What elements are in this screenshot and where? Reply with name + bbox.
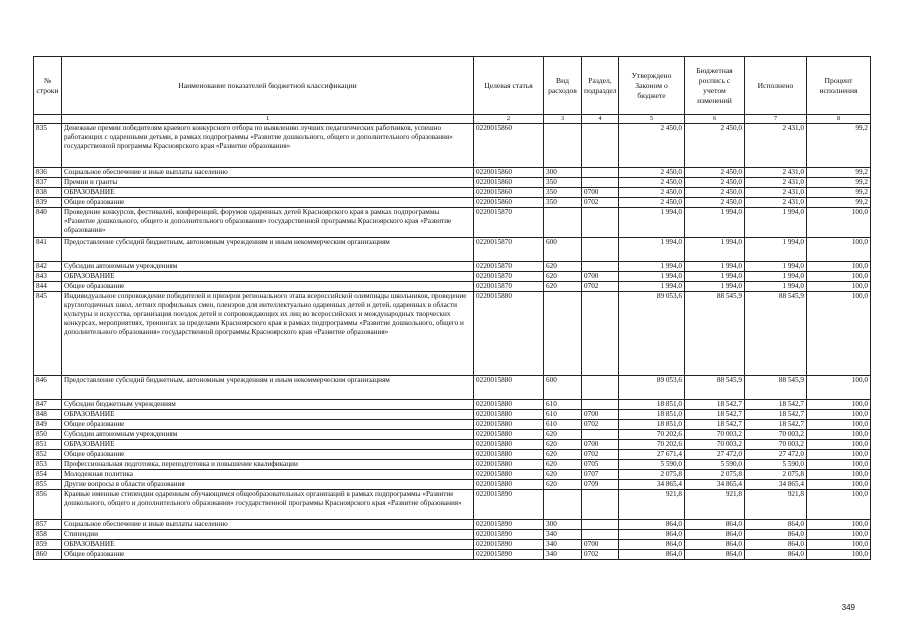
approved-amount-cell: 2 075,8 (619, 470, 685, 480)
executed-amount-cell: 88 545,9 (745, 292, 807, 376)
section-cell: 0702 (582, 198, 619, 208)
indicator-name-cell: Денежные премии победителям краевого конкурсного отбора по выявлению лучших педагогических работников, успешно работающих с одаренными детьми, в рамках подпрограммы «Развитие дошкольного, общего и дополнительного образования» государственной программы Красноярского края «Развитие образования» (62, 124, 474, 168)
target-article-cell: 0220015890 (474, 490, 544, 520)
approved-amount-cell: 34 865,4 (619, 480, 685, 490)
header-executed: Исполнено (745, 57, 807, 115)
table-row (34, 490, 871, 520)
indicator-name-cell: ОБРАЗОВАНИЕ (62, 410, 474, 420)
row-number-cell: 840 (34, 208, 62, 238)
section-cell (582, 520, 619, 530)
executed-amount-cell: 864,0 (745, 520, 807, 530)
header-expense-type: Вид расходов (544, 57, 582, 115)
executed-amount-cell: 1 994,0 (745, 208, 807, 238)
executed-amount-cell: 2 075,8 (745, 470, 807, 480)
budget-schedule-cell: 2 075,8 (685, 470, 745, 480)
table-row (34, 450, 871, 460)
row-number-cell: 852 (34, 450, 62, 460)
budget-schedule-cell: 2 450,0 (685, 198, 745, 208)
expense-type-cell: 300 (544, 520, 582, 530)
column-number: 4 (582, 115, 619, 124)
expense-type-cell: 620 (544, 430, 582, 440)
target-article-cell: 0220015880 (474, 410, 544, 420)
page-number: 349 (841, 603, 855, 612)
indicator-name-cell: Профессиональная подготовка, переподготовка и повышение квалификации (62, 460, 474, 470)
executed-amount-cell: 1 994,0 (745, 272, 807, 282)
executed-amount-cell: 921,8 (745, 490, 807, 520)
expense-type-cell: 610 (544, 420, 582, 430)
expense-type-cell (544, 124, 582, 168)
expense-type-cell: 620 (544, 440, 582, 450)
budget-schedule-cell: 921,8 (685, 490, 745, 520)
execution-percent-cell: 100,0 (807, 440, 871, 450)
section-cell (582, 292, 619, 376)
table-row (34, 208, 871, 238)
executed-amount-cell: 2 431,0 (745, 178, 807, 188)
expense-type-cell: 610 (544, 400, 582, 410)
executed-amount-cell: 864,0 (745, 540, 807, 550)
approved-amount-cell: 89 053,6 (619, 376, 685, 400)
target-article-cell: 0220015890 (474, 540, 544, 550)
executed-amount-cell: 864,0 (745, 530, 807, 540)
section-cell (582, 400, 619, 410)
execution-percent-cell: 99,2 (807, 124, 871, 168)
execution-percent-cell: 100,0 (807, 480, 871, 490)
execution-percent-cell: 100,0 (807, 550, 871, 560)
execution-percent-cell: 100,0 (807, 450, 871, 460)
table-row (34, 480, 871, 490)
execution-percent-cell: 100,0 (807, 400, 871, 410)
row-number-cell: 860 (34, 550, 62, 560)
section-cell (582, 530, 619, 540)
row-number-cell: 836 (34, 168, 62, 178)
target-article-cell: 0220015880 (474, 440, 544, 450)
indicator-name-cell: Молодежная политика (62, 470, 474, 480)
execution-percent-cell: 100,0 (807, 470, 871, 480)
executed-amount-cell: 18 542,7 (745, 400, 807, 410)
executed-amount-cell: 70 003,2 (745, 440, 807, 450)
execution-percent-cell: 99,2 (807, 178, 871, 188)
table-row (34, 282, 871, 292)
approved-amount-cell: 27 671,4 (619, 450, 685, 460)
budget-schedule-cell: 1 994,0 (685, 272, 745, 282)
row-number-cell: 845 (34, 292, 62, 376)
approved-amount-cell: 1 994,0 (619, 238, 685, 262)
approved-amount-cell: 18 851,0 (619, 410, 685, 420)
expense-type-cell: 600 (544, 376, 582, 400)
target-article-cell: 0220015880 (474, 376, 544, 400)
section-cell: 0707 (582, 470, 619, 480)
row-number-cell: 849 (34, 420, 62, 430)
expense-type-cell: 300 (544, 168, 582, 178)
approved-amount-cell: 2 450,0 (619, 168, 685, 178)
expense-type-cell: 620 (544, 450, 582, 460)
executed-amount-cell: 2 431,0 (745, 198, 807, 208)
budget-schedule-cell: 2 450,0 (685, 178, 745, 188)
row-number-cell: 859 (34, 540, 62, 550)
expense-type-cell (544, 208, 582, 238)
row-number-cell: 851 (34, 440, 62, 450)
indicator-name-cell: Предоставление субсидий бюджетным, автономным учреждениям и иным некоммерческим организациям (62, 376, 474, 400)
target-article-cell: 0220015870 (474, 272, 544, 282)
section-cell: 0700 (582, 410, 619, 420)
executed-amount-cell: 27 472,0 (745, 450, 807, 460)
executed-amount-cell: 2 431,0 (745, 124, 807, 168)
approved-amount-cell: 89 053,6 (619, 292, 685, 376)
row-number-cell: 846 (34, 376, 62, 400)
indicator-name-cell: Индивидуальное сопровождение победителей и призеров регионального этапа всероссийской олимпиады школьников, проведение круглогодичных школ, летних профильных смен, пленэров для интеллектуально одаренных детей и детей, одаренных в области культуры и искусства, организация поездок детей и сопровождающих их лиц во всероссийских и международных творческих конкурсах, мероприятиях, тренингах за пределами Красноярского края в рамках подпрограммы «Развитие дошкольного, общего и дополнительного образования» государственной программы Красноярского края «Развитие образования» (62, 292, 474, 376)
indicator-name-cell: Общее образование (62, 550, 474, 560)
expense-type-cell: 350 (544, 198, 582, 208)
execution-percent-cell: 100,0 (807, 238, 871, 262)
column-number: 8 (807, 115, 871, 124)
execution-percent-cell: 99,2 (807, 188, 871, 198)
target-article-cell: 0220015870 (474, 262, 544, 272)
indicator-name-cell: Общее образование (62, 450, 474, 460)
budget-schedule-cell: 1 994,0 (685, 262, 745, 272)
column-number-row (34, 115, 871, 124)
execution-percent-cell: 100,0 (807, 262, 871, 272)
execution-percent-cell: 100,0 (807, 540, 871, 550)
target-article-cell: 0220015880 (474, 400, 544, 410)
section-cell: 0700 (582, 272, 619, 282)
header-budget-schedule: Бюджетная роспись с учетом изменений (685, 57, 745, 115)
execution-percent-cell: 100,0 (807, 208, 871, 238)
expense-type-cell: 600 (544, 238, 582, 262)
section-cell (582, 208, 619, 238)
target-article-cell: 0220015870 (474, 238, 544, 262)
execution-percent-cell: 100,0 (807, 272, 871, 282)
budget-schedule-cell: 2 450,0 (685, 188, 745, 198)
table-row (34, 188, 871, 198)
execution-percent-cell: 100,0 (807, 420, 871, 430)
indicator-name-cell: ОБРАЗОВАНИЕ (62, 540, 474, 550)
indicator-name-cell: Проведение конкурсов, фестивалей, конференций, форумов одаренных детей Красноярского края в рамках подпрограммы «Развитие дошкольного, общего и дополнительного образования» государственной программы Красноярского края «Развитие образования» (62, 208, 474, 238)
target-article-cell: 0220015890 (474, 530, 544, 540)
approved-amount-cell: 2 450,0 (619, 198, 685, 208)
expense-type-cell: 350 (544, 188, 582, 198)
budget-schedule-cell: 2 450,0 (685, 124, 745, 168)
row-number-cell: 842 (34, 262, 62, 272)
budget-schedule-cell: 864,0 (685, 520, 745, 530)
header-target-article: Целевая статья (474, 57, 544, 115)
header-section: Раздел, подраздел (582, 57, 619, 115)
executed-amount-cell: 2 431,0 (745, 188, 807, 198)
section-cell: 0700 (582, 440, 619, 450)
execution-percent-cell: 99,2 (807, 198, 871, 208)
approved-amount-cell: 921,8 (619, 490, 685, 520)
approved-amount-cell: 1 994,0 (619, 272, 685, 282)
table-row (34, 430, 871, 440)
indicator-name-cell: Общее образование (62, 198, 474, 208)
section-cell: 0702 (582, 450, 619, 460)
execution-percent-cell: 100,0 (807, 520, 871, 530)
target-article-cell: 0220015860 (474, 168, 544, 178)
section-cell: 0709 (582, 480, 619, 490)
column-number: 3 (544, 115, 582, 124)
section-cell (582, 262, 619, 272)
executed-amount-cell: 18 542,7 (745, 420, 807, 430)
executed-amount-cell: 1 994,0 (745, 262, 807, 272)
approved-amount-cell: 2 450,0 (619, 124, 685, 168)
budget-schedule-cell: 1 994,0 (685, 208, 745, 238)
target-article-cell: 0220015870 (474, 208, 544, 238)
expense-type-cell: 340 (544, 550, 582, 560)
approved-amount-cell: 864,0 (619, 550, 685, 560)
table-row (34, 178, 871, 188)
executed-amount-cell: 864,0 (745, 550, 807, 560)
table-row (34, 198, 871, 208)
budget-schedule-cell: 18 542,7 (685, 420, 745, 430)
indicator-name-cell: Краевые именные стипендии одаренным обучающимся общеобразовательных организаций в рамках подпрограммы «Развитие дошкольного, общего и дополнительного образования» государственной программы Красноярского края «Развитие образования» (62, 490, 474, 520)
header-row-number: № строки (34, 57, 62, 115)
expense-type-cell: 340 (544, 530, 582, 540)
approved-amount-cell: 1 994,0 (619, 282, 685, 292)
table-row (34, 238, 871, 262)
column-number: 1 (62, 115, 474, 124)
expense-type-cell: 620 (544, 480, 582, 490)
execution-percent-cell: 100,0 (807, 282, 871, 292)
approved-amount-cell: 70 202,6 (619, 430, 685, 440)
target-article-cell: 0220015870 (474, 282, 544, 292)
table-row (34, 460, 871, 470)
target-article-cell: 0220015860 (474, 124, 544, 168)
row-number-cell: 847 (34, 400, 62, 410)
row-number-cell: 837 (34, 178, 62, 188)
approved-amount-cell: 18 851,0 (619, 420, 685, 430)
target-article-cell: 0220015880 (474, 450, 544, 460)
execution-percent-cell: 100,0 (807, 410, 871, 420)
row-number-cell: 850 (34, 430, 62, 440)
table-row (34, 124, 871, 168)
target-article-cell: 0220015880 (474, 480, 544, 490)
section-cell: 0702 (582, 282, 619, 292)
execution-percent-cell: 100,0 (807, 292, 871, 376)
budget-schedule-cell: 70 003,2 (685, 440, 745, 450)
target-article-cell: 0220015880 (474, 292, 544, 376)
section-cell (582, 490, 619, 520)
indicator-name-cell: Другие вопросы в области образования (62, 480, 474, 490)
execution-percent-cell: 100,0 (807, 430, 871, 440)
executed-amount-cell: 5 590,0 (745, 460, 807, 470)
row-number-cell: 856 (34, 490, 62, 520)
indicator-name-cell: Общее образование (62, 420, 474, 430)
expense-type-cell: 350 (544, 178, 582, 188)
indicator-name-cell: ОБРАЗОВАНИЕ (62, 440, 474, 450)
executed-amount-cell: 2 431,0 (745, 168, 807, 178)
expense-type-cell (544, 490, 582, 520)
row-number-cell: 838 (34, 188, 62, 198)
section-cell (582, 238, 619, 262)
table-row (34, 400, 871, 410)
expense-type-cell (544, 292, 582, 376)
row-number-cell: 854 (34, 470, 62, 480)
expense-type-cell: 340 (544, 540, 582, 550)
table-row (34, 540, 871, 550)
table-row (34, 530, 871, 540)
executed-amount-cell: 70 003,2 (745, 430, 807, 440)
budget-schedule-cell: 5 590,0 (685, 460, 745, 470)
approved-amount-cell: 5 590,0 (619, 460, 685, 470)
table-body (34, 124, 871, 560)
budget-schedule-cell: 88 545,9 (685, 376, 745, 400)
table-row (34, 262, 871, 272)
header-indicator-name: Наименование показателей бюджетной классификации (62, 57, 474, 115)
approved-amount-cell: 864,0 (619, 530, 685, 540)
table-row (34, 440, 871, 450)
budget-schedule-cell: 864,0 (685, 530, 745, 540)
executed-amount-cell: 1 994,0 (745, 238, 807, 262)
table-row (34, 410, 871, 420)
expense-type-cell: 620 (544, 460, 582, 470)
expense-type-cell: 610 (544, 410, 582, 420)
target-article-cell: 0220015880 (474, 420, 544, 430)
indicator-name-cell: ОБРАЗОВАНИЕ (62, 272, 474, 282)
table-row (34, 420, 871, 430)
section-cell (582, 168, 619, 178)
approved-amount-cell: 1 994,0 (619, 208, 685, 238)
approved-amount-cell: 1 994,0 (619, 262, 685, 272)
budget-schedule-cell: 34 865,4 (685, 480, 745, 490)
indicator-name-cell: Социальное обеспечение и иные выплаты населению (62, 520, 474, 530)
budget-schedule-cell: 864,0 (685, 550, 745, 560)
row-number-cell: 839 (34, 198, 62, 208)
indicator-name-cell: ОБРАЗОВАНИЕ (62, 188, 474, 198)
target-article-cell: 0220015890 (474, 520, 544, 530)
table-row (34, 272, 871, 282)
column-number (34, 115, 62, 124)
section-cell: 0705 (582, 460, 619, 470)
table-row (34, 292, 871, 376)
target-article-cell: 0220015860 (474, 188, 544, 198)
row-number-cell: 844 (34, 282, 62, 292)
budget-schedule-cell: 2 450,0 (685, 168, 745, 178)
target-article-cell: 0220015860 (474, 178, 544, 188)
approved-amount-cell: 864,0 (619, 520, 685, 530)
approved-amount-cell: 864,0 (619, 540, 685, 550)
executed-amount-cell: 88 545,9 (745, 376, 807, 400)
indicator-name-cell: Общее образование (62, 282, 474, 292)
row-number-cell: 853 (34, 460, 62, 470)
row-number-cell: 848 (34, 410, 62, 420)
budget-schedule-cell: 864,0 (685, 540, 745, 550)
section-cell: 0700 (582, 540, 619, 550)
column-number: 2 (474, 115, 544, 124)
indicator-name-cell: Предоставление субсидий бюджетным, автономным учреждениям и иным некоммерческим организациям (62, 238, 474, 262)
expense-type-cell: 620 (544, 282, 582, 292)
table-row (34, 550, 871, 560)
budget-schedule-cell: 18 542,7 (685, 400, 745, 410)
budget-schedule-cell: 27 472,0 (685, 450, 745, 460)
header-approved-by-law: Утверждено Законом о бюджете (619, 57, 685, 115)
column-number: 6 (685, 115, 745, 124)
approved-amount-cell: 2 450,0 (619, 188, 685, 198)
execution-percent-cell: 99,2 (807, 168, 871, 178)
indicator-name-cell: Премии и гранты (62, 178, 474, 188)
section-cell (582, 376, 619, 400)
approved-amount-cell: 18 851,0 (619, 400, 685, 410)
approved-amount-cell: 2 450,0 (619, 178, 685, 188)
budget-schedule-cell: 1 994,0 (685, 238, 745, 262)
target-article-cell: 0220015890 (474, 550, 544, 560)
target-article-cell: 0220015880 (474, 470, 544, 480)
indicator-name-cell: Субсидии автономным учреждениям (62, 430, 474, 440)
row-number-cell: 858 (34, 530, 62, 540)
row-number-cell: 843 (34, 272, 62, 282)
row-number-cell: 835 (34, 124, 62, 168)
executed-amount-cell: 34 865,4 (745, 480, 807, 490)
budget-schedule-cell: 70 003,2 (685, 430, 745, 440)
section-cell: 0702 (582, 420, 619, 430)
budget-schedule-cell: 88 545,9 (685, 292, 745, 376)
target-article-cell: 0220015880 (474, 460, 544, 470)
approved-amount-cell: 70 202,6 (619, 440, 685, 450)
expense-type-cell: 620 (544, 262, 582, 272)
header-execution-percent: Процент исполнения (807, 57, 871, 115)
table-header-row (34, 57, 871, 115)
execution-percent-cell: 100,0 (807, 490, 871, 520)
section-cell (582, 124, 619, 168)
table-row (34, 376, 871, 400)
indicator-name-cell: Субсидии автономным учреждениям (62, 262, 474, 272)
section-cell (582, 430, 619, 440)
execution-percent-cell: 100,0 (807, 376, 871, 400)
budget-table (33, 56, 871, 560)
column-number: 5 (619, 115, 685, 124)
indicator-name-cell: Социальное обеспечение и иные выплаты населению (62, 168, 474, 178)
indicator-name-cell: Субсидии бюджетным учреждениям (62, 400, 474, 410)
row-number-cell: 857 (34, 520, 62, 530)
table-row (34, 168, 871, 178)
row-number-cell: 841 (34, 238, 62, 262)
table-row (34, 520, 871, 530)
execution-percent-cell: 100,0 (807, 530, 871, 540)
budget-schedule-cell: 18 542,7 (685, 410, 745, 420)
executed-amount-cell: 1 994,0 (745, 282, 807, 292)
section-cell: 0702 (582, 550, 619, 560)
indicator-name-cell: Стипендии (62, 530, 474, 540)
execution-percent-cell: 100,0 (807, 460, 871, 470)
section-cell: 0700 (582, 188, 619, 198)
target-article-cell: 0220015860 (474, 198, 544, 208)
expense-type-cell: 620 (544, 272, 582, 282)
section-cell (582, 178, 619, 188)
executed-amount-cell: 18 542,7 (745, 410, 807, 420)
target-article-cell: 0220015880 (474, 430, 544, 440)
expense-type-cell: 620 (544, 470, 582, 480)
row-number-cell: 855 (34, 480, 62, 490)
budget-schedule-cell: 1 994,0 (685, 282, 745, 292)
column-number: 7 (745, 115, 807, 124)
table-row (34, 470, 871, 480)
